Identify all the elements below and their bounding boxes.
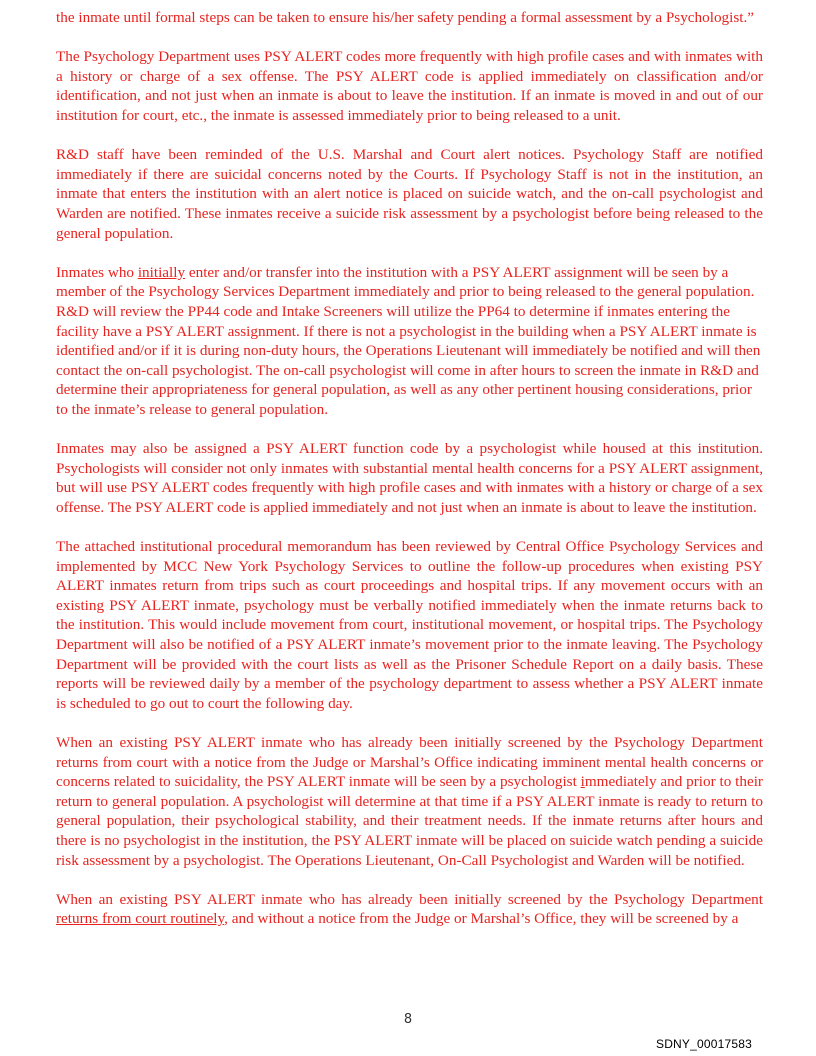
paragraph-initial-entry	[56, 263, 763, 420]
court-notice-lead: When an existing PSY ALERT inmate who has already been initially screened by the Psychology Department returns from court with a notice from the Judge or Marshal’s Office indicating imminent mental health concerns or concerns related to suicidality, the PSY ALERT inmate will be seen by a psychologist	[56, 733, 763, 791]
initially-underlined: initially	[137, 263, 186, 281]
paragraph-continuation: the inmate until formal steps can be taken to ensure his/her safety pending a formal assessment by a Psychologist.”	[56, 9, 755, 26]
paragraph-rd-staff: R&D staff have been reminded of the U.S. Marshal and Court alert notices. Psychology Staff are notified immediately if there are suicidal concerns noted by the Courts. If Psychology Staff is not in the institution, an inmate that enters the institution with an alert notice is placed on suicide watch, and the on-call psychologist and Warden are notified. These inmates receive a suicide risk assessment by a psychologist before being released to the general population.	[56, 146, 763, 242]
routine-return-lead: When an existing PSY ALERT inmate who has already been initially screened by the Psychology Department	[56, 890, 763, 908]
page-number: 8	[403, 1012, 413, 1027]
bates-number: SDNY_00017583	[655, 1037, 752, 1051]
document-page	[56, 8, 763, 929]
paragraph-routine-court-return	[56, 890, 763, 929]
returns-routinely-underlined: returns from court routinely	[56, 910, 225, 928]
paragraph-procedural-memorandum: The attached institutional procedural memorandum has been reviewed by Central Office Psychology Services and implemented by MCC New York Psychology Services to outline the follow-up procedures when existing PSY ALERT inmates return from trips such as court proceedings and hospital trips. If any movement occurs with an existing PSY ALERT inmate, psychology must be verbally notified immediately when the inmate returns back to the institution. This would include movement from court, institutional movement, or hospital trips. The Psychology Department will also be notified of a PSY ALERT inmate’s movement prior to the inmate leaving. The Psychology Department will be provided with the court lists as well as the Prisoner Schedule Report on a daily basis. These reports will be reviewed daily by a member of the psychology department to assess whether a PSY ALERT inmate is scheduled to go out to court the following day.	[56, 538, 763, 712]
paragraph-psy-alert-usage: The Psychology Department uses PSY ALERT codes more frequently with high profile cases and with inmates with a history or charge of a sex offense. The PSY ALERT code is applied immediately on classification and/or identification, and not just when an inmate is about to leave the institution. If an inmate is moved in and out of our institution for court, etc., the inmate is assessed immediately prior to being released to a unit.	[56, 48, 763, 124]
immediately-underlined-letter: i	[580, 773, 585, 791]
initial-entry-body: enter and/or transfer into the institution with a PSY ALERT assignment will be seen by a member of the Psychology Services Department immediately and prior to being released to the general population. R&D will review the PP44 code and Intake Screeners will utilize the PP64 to determine if inmates entering the facility have a PSY ALERT assignment. If there is not a psychologist in the building when a PSY ALERT inmate is identified and/or if it is during non-duty hours, the Operations Lieutenant will immediately be notified and will then contact the on-call psychologist. The on-call psychologist will come in after hours to screen the inmate in R&D and determine their appropriateness for general population, as well as any other pertinent housing considerations, prior to the inmate’s release to general population.	[56, 263, 761, 418]
routine-return-body: , and without a notice from the Judge or Marshal’s Office, they will be screened by a	[224, 910, 739, 928]
initial-entry-lead: Inmates who	[56, 263, 138, 281]
court-notice-body: mmediately and prior to their return to general population. A psychologist will determine at that time if a PSY ALERT inmate is ready to return to general population, their psychological stability, and their treatment needs. If the inmate returns after hours and there is no psychologist in the institution, the PSY ALERT inmate will be placed on suicide watch pending a suicide risk assessment by a psychologist. The Operations Lieutenant, On-Call Psychologist and Warden will be notified.	[56, 773, 763, 869]
paragraph-assignment-by-psychologist: Inmates may also be assigned a PSY ALERT function code by a psychologist while housed at this institution. Psychologists will consider not only inmates with substantial mental health concerns for a PSY ALERT assignment, but will use PSY ALERT codes frequently with high profile cases and with inmates with a history or charge of a sex offense. The PSY ALERT code is applied immediately and not just when an inmate is about to leave the institution.	[56, 440, 763, 516]
paragraph-court-notice-return	[56, 733, 763, 870]
